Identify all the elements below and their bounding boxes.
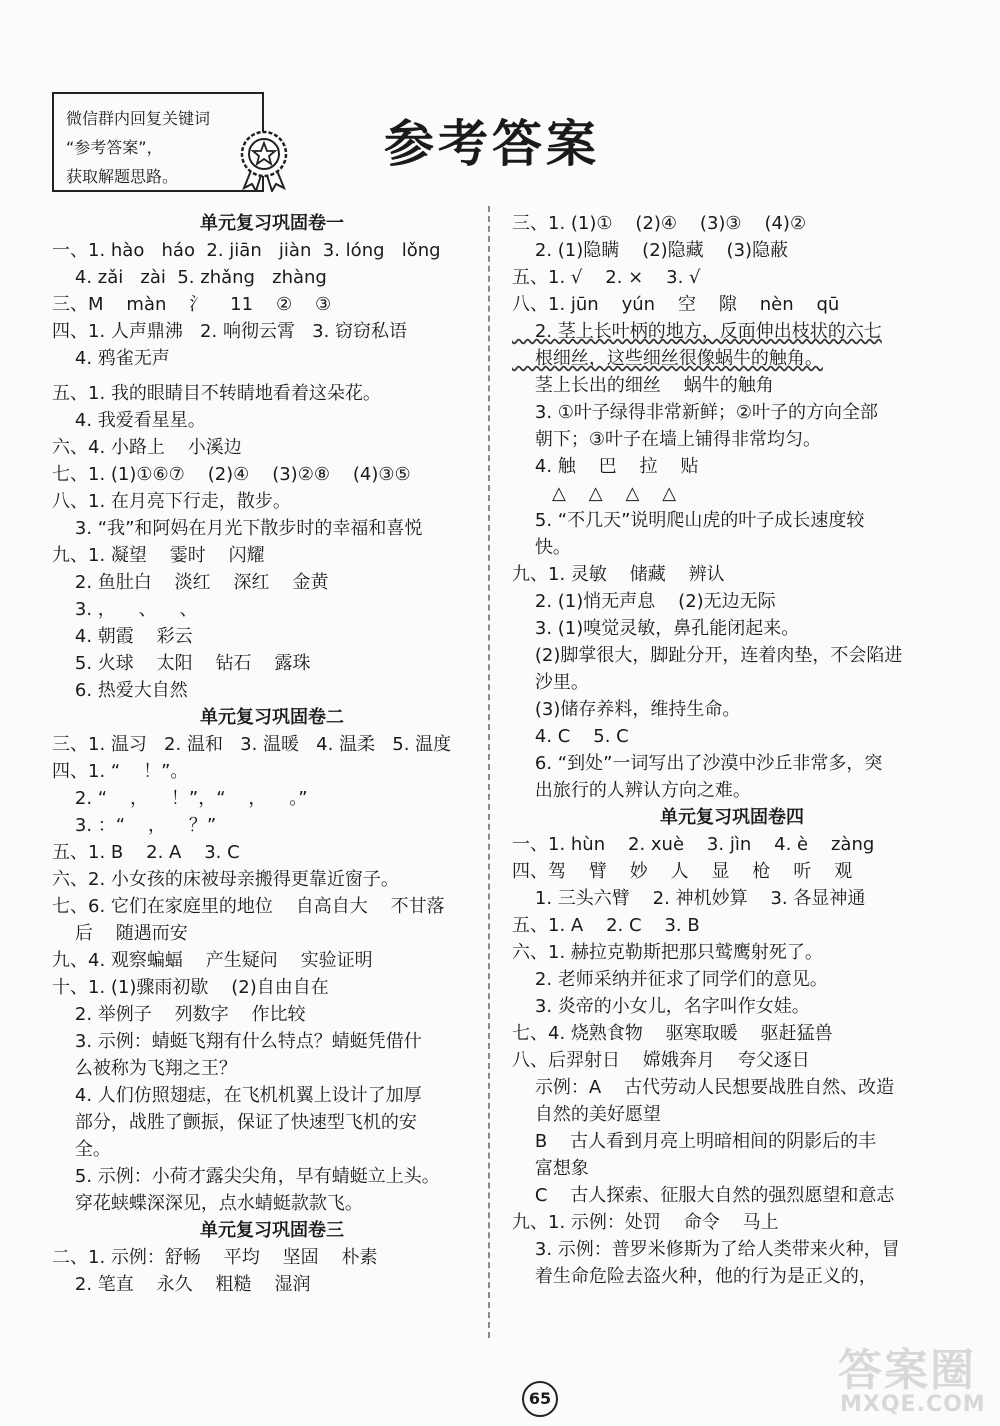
answer-line: 4. 人们仿照翅痣，在飞机机翼上设计了加厚 <box>52 1085 422 1106</box>
answer-line: 七、1. (1)①⑥⑦ (2)④ (3)②⑧ (4)③⑤ <box>52 464 411 485</box>
answer-line: 茎上长出的细丝 蜗牛的触角 <box>512 375 774 396</box>
watermark-logo <box>820 1330 995 1420</box>
watermark-text: 答案圈 <box>838 1345 976 1396</box>
answer-line: 九、1. 灵敏 储藏 辨认 <box>512 564 725 585</box>
answer-line: 五、1. A 2. C 3. B <box>512 915 700 936</box>
answer-line: 六、2. 小女孩的床被母亲搬得更靠近窗子。 <box>52 869 399 890</box>
answer-line: 2. 老师采纳并征求了同学们的意见。 <box>512 969 828 990</box>
notice-line: “参考答案”， <box>66 138 163 157</box>
notice-line: 微信群内回复关键词 <box>66 109 211 128</box>
answer-line: 九、1. 凝望 霎时 闪耀 <box>52 545 265 566</box>
answer-line: 3. (1)嗅觉灵敏，鼻孔能闭起来。 <box>512 618 800 639</box>
answer-line: 着生命危险去盗火种，他的行为是正义的， <box>512 1266 877 1287</box>
answer-line: 2. 鱼肚白 淡红 深红 金黄 <box>52 572 329 593</box>
answer-line: 3. ①叶子绿得非常新鲜；②叶子的方向全部 <box>512 402 879 423</box>
column-divider <box>488 206 490 1338</box>
answer-line: 出旅行的人辨认方向之难。 <box>512 780 751 801</box>
wechat-notice-box <box>52 92 264 192</box>
answer-line: 2. 笔直 永久 粗糙 湿润 <box>52 1274 311 1295</box>
page-title: 参考答案 <box>384 114 600 173</box>
star-ribbon-icon <box>234 128 294 192</box>
answer-line: 四、驾 臂 妙 人 显 枪 听 观 <box>512 861 853 882</box>
answer-line: 富想象 <box>512 1158 589 1179</box>
answer-line: 穿花蛱蝶深深见，点水蜻蜓款款飞。 <box>52 1193 363 1214</box>
answer-line: 八、1. 在月亮下行走，散步。 <box>52 491 291 512</box>
answer-line: 五、1. 我的眼睛目不转睛地看着这朵花。 <box>52 383 381 404</box>
answer-line: 九、1. 示例：处罚 命令 马上 <box>512 1212 779 1233</box>
answer-line: 一、1. hùn 2. xuè 3. jìn 4. è zàng <box>512 834 875 855</box>
right-answer-column <box>512 210 932 1290</box>
answer-line: 6. 热爱大自然 <box>52 680 188 701</box>
section-heading: 单元复习巩固卷二 <box>200 707 344 728</box>
answer-line: 八、后羿射日 嫦娥奔月 夸父逐日 <box>512 1050 810 1071</box>
answer-line: 三、M màn 氵 11 ② ③ <box>52 294 332 315</box>
top-watermark <box>440 2 560 16</box>
answer-line: 5. 火球 太阳 钻石 露珠 <box>52 653 311 674</box>
answer-line: 六、4. 小路上 小溪边 <box>52 437 242 458</box>
answer-line: 4. 我爱看星星。 <box>52 410 206 431</box>
left-answer-column <box>52 210 472 1298</box>
answer-line: 3. 示例：普罗米修斯为了给人类带来火种，冒 <box>512 1239 900 1260</box>
answer-line: 3. 炎帝的小女儿，名字叫作女娃。 <box>512 996 810 1017</box>
answer-line: 5. 示例：小荷才露尖尖角，早有蜻蜓立上头。 <box>52 1166 440 1187</box>
answer-line: 自然的美好愿望 <box>512 1104 661 1125</box>
answer-line: 4. 触 巴 拉 贴 <box>512 456 699 477</box>
answer-line: 示例：A 古代劳动人民想要战胜自然、改造 <box>512 1077 895 1098</box>
answer-line: 四、1. 人声鼎沸 2. 响彻云霄 3. 窃窃私语 <box>52 321 408 342</box>
answer-line: 四、1. “ ！”。 <box>52 761 189 782</box>
answer-line: 七、4. 烧熟食物 驱寒取暖 驱赶猛兽 <box>512 1023 833 1044</box>
answer-line: 根细丝，这些细丝很像蜗牛的触角。 <box>512 348 823 369</box>
watermark-url: MXQE.COM <box>840 1392 986 1417</box>
answer-line: 3. ， 、 、 <box>52 599 198 620</box>
answer-line: 朝下；③叶子在墙上铺得非常均匀。 <box>512 429 822 450</box>
answer-line: 3. “我”和阿妈在月光下散步时的幸福和喜悦 <box>52 518 423 539</box>
answer-line: 沙里。 <box>512 672 589 693</box>
answer-line: B 古人看到月亮上明暗相间的阴影后的丰 <box>512 1131 877 1152</box>
answer-line: 后 随遇而安 <box>52 923 188 944</box>
answer-line: △ △ △ △ <box>512 483 677 504</box>
answer-line: 2. 茎上长叶柄的地方，反面伸出枝状的六七 <box>512 321 882 342</box>
answer-line: (2)脚掌很大，脚趾分开，连着肉垫，不会陷进 <box>512 645 903 666</box>
answer-line: 4. zǎi zài 5. zhǎng zhàng <box>52 267 327 288</box>
answer-line: 七、6. 它们在家庭里的地位 自高自大 不甘落 <box>52 896 445 917</box>
section-heading: 单元复习巩固卷一 <box>200 213 344 234</box>
answer-line: (3)储存养料，维持生命。 <box>512 699 741 720</box>
answer-line: C 古人探索、征服大自然的强烈愿望和意志 <box>512 1185 895 1206</box>
page-number: 65 <box>522 1381 558 1417</box>
answer-line: 快。 <box>512 537 571 558</box>
answer-line: 2. (1)悄无声息 (2)无边无际 <box>512 591 776 612</box>
answer-line: 5. “不几天”说明爬山虎的叶子成长速度较 <box>512 510 865 531</box>
answer-line: 全。 <box>52 1139 111 1160</box>
answer-line: 八、1. jūn yún 空 隙 nèn qū <box>512 294 840 315</box>
answer-line: 1. 三头六臂 2. 神机妙算 3. 各显神通 <box>512 888 866 909</box>
answer-line: 4. 朝霞 彩云 <box>52 626 193 647</box>
section-heading: 单元复习巩固卷四 <box>660 807 804 828</box>
section-heading: 单元复习巩固卷三 <box>200 1220 344 1241</box>
answer-line: 一、1. hào háo 2. jiān jiàn 3. lóng lǒng <box>52 240 441 261</box>
notice-line: 获取解题思路。 <box>66 167 179 186</box>
answer-line: 部分，战胜了颤振，保证了快速型飞机的安 <box>52 1112 417 1133</box>
answer-line: 三、1. 温习 2. 温和 3. 温暖 4. 温柔 5. 温度 <box>52 734 452 755</box>
answer-line: 九、4. 观察蝙蝠 产生疑问 实验证明 <box>52 950 373 971</box>
answer-line: 2. 举例子 列数字 作比较 <box>52 1004 306 1025</box>
answer-line: 3. 示例：蜻蜓飞翔有什么特点？蜻蜓凭借什 <box>52 1031 422 1052</box>
answer-line: 么被称为飞翔之王？ <box>52 1058 237 1079</box>
answer-line: 6. “到处”一词写出了沙漠中沙丘非常多，突 <box>512 753 883 774</box>
answer-line: 2. “ ， ！”，“ ， 。” <box>52 788 308 809</box>
answer-line: 4. C 5. C <box>512 726 629 747</box>
answer-line: 二、1. 示例：舒畅 平均 坚固 朴素 <box>52 1247 378 1268</box>
answer-line: 五、1. √ 2. × 3. √ <box>512 267 701 288</box>
answer-line: 六、1. 赫拉克勒斯把那只鹫鹰射死了。 <box>512 942 823 963</box>
answer-line: 五、1. B 2. A 3. C <box>52 842 240 863</box>
answer-line: 3. ：“ ， ？” <box>52 815 217 836</box>
answer-line: 十、1. (1)骤雨初歇 (2)自由自在 <box>52 977 329 998</box>
answer-line: 2. (1)隐瞒 (2)隐藏 (3)隐蔽 <box>512 240 789 261</box>
answer-line: 4. 鸦雀无声 <box>52 348 170 369</box>
answer-line: 三、1. (1)① (2)④ (3)③ (4)② <box>512 213 807 234</box>
